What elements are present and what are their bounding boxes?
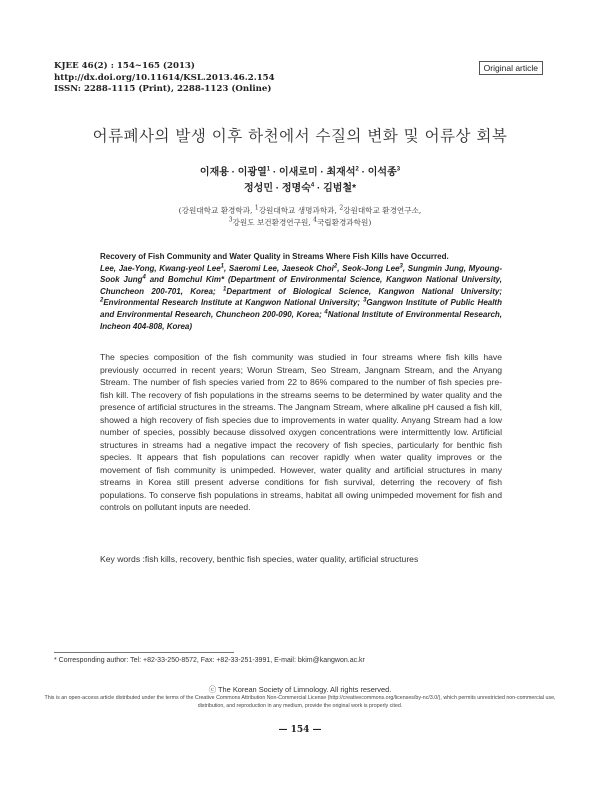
english-sup: 2 xyxy=(333,262,338,269)
english-affil-text: National Institute of Environmental Research, Incheon 404-808, Korea) xyxy=(100,309,502,331)
english-affil-text: Department of Biological Science, Kangwon National University; xyxy=(226,286,502,296)
affil-sup: 1 xyxy=(254,204,259,212)
author-text: 정성민 · 정명숙 xyxy=(244,183,311,194)
english-sup: 1 xyxy=(222,286,227,293)
issn-line: ISSN: 2288-1115 (Print), 2288-1123 (Online) xyxy=(54,84,272,94)
affil-text: (강원대학교 환경학과, xyxy=(178,206,255,215)
affil-sup: 3 xyxy=(228,216,233,224)
abstract-text: The species composition of the fish community was studied in four streams where fish kills have previously occurred in recent years; Worun Stream, Seo Stream, Jangnam Stream, and the Anyang Stream. The number of fish species varied from 22 to 86% compared to the number of fish species pre-fish kill. The recovery of fish populations in the streams seems to be determined by water quality and the presence of artificial structures in the streams. The Jangnam Stream, where alkaline pH caused a fish kill, showed a high recovery of fish species due to improvements in water quality. Anyang Stream had a low number of species, possibly because dissolved oxygen concentrations were intermittently low. Artificial structures in streams had a negative impact the recovery of fish species, particularly for benthic fish species. It appears that fish populations can recover rapidly when water quality improves or the movement of fish community is unimpeded. However, water quality and artificial structures in many streams in Korea still present adverse conditions for fish survival, deterring the recovery of fish populations. To conserve fish populations in streams, habitat all owing unimpeded movement for fish and controls on pollutant inputs are needed. xyxy=(100,352,502,512)
author-sup: 2 xyxy=(355,166,359,173)
english-authors-text: , Seok-Jong Lee xyxy=(337,263,400,273)
affil-text: 강원대학교 생명과학과, xyxy=(258,206,340,215)
article-type-badge: Original article xyxy=(479,61,543,75)
affil-sup: 2 xyxy=(339,204,344,212)
english-title: Recovery of Fish Community and Water Quality in Streams Where Fish Kills have Occurred. xyxy=(100,252,449,261)
english-sup: 3 xyxy=(363,297,367,304)
author-text: · 김범철* xyxy=(314,183,356,194)
affil-sup: 4 xyxy=(313,216,317,224)
affil-line-2 xyxy=(0,217,600,229)
footnote-divider xyxy=(54,652,234,653)
keywords xyxy=(100,553,502,566)
copyright-notice: ⓒ The Korean Society of Limnology. All rights reserved. xyxy=(208,685,392,694)
affil-text: 강원대학교 환경연구소, xyxy=(343,206,422,215)
english-sup: 4 xyxy=(324,309,328,316)
affil-text: 국립환경과학원) xyxy=(316,218,372,227)
author-sup: 4 xyxy=(310,182,315,189)
page-number: — 154 — xyxy=(278,725,322,735)
korean-affiliations xyxy=(0,205,600,229)
author-sup: 3 xyxy=(396,166,401,173)
doi-link[interactable]: http://dx.doi.org/10.11614/KSL.2013.46.2.154 xyxy=(54,72,275,83)
english-affil-text: Gangwon Institute of Public Health and Environmental Research, Chuncheon 200-090, Korea; xyxy=(100,298,502,319)
english-sup: 1 xyxy=(220,262,225,269)
korean-authors-line-2 xyxy=(0,181,600,197)
journal-citation: KJEE 46(2) : 154~165 (2013) xyxy=(54,61,195,71)
keywords-label: Key words : xyxy=(100,554,145,564)
english-sup: 2 xyxy=(100,297,104,304)
author-text: 이재용 · 이광열 xyxy=(199,167,267,178)
affil-text: 강원도 보건환경연구원, xyxy=(232,218,314,227)
english-authors-text: Lee, Jae-Yong, Kwang-yeol Lee xyxy=(100,263,221,273)
english-title-authors xyxy=(100,251,502,332)
corresponding-author-footnote: * Corresponding author: Tel: +82-33-250-8572, Fax: +82-33-251-3991, E-mail: bkim@kangwon.ac.kr xyxy=(54,657,365,664)
author-text: · 이석종 xyxy=(358,167,397,178)
author-text: · 이새로미 · 최재석 xyxy=(270,167,356,178)
author-sup: 1 xyxy=(266,166,271,173)
keywords-text: fish kills, recovery, benthic fish species, water quality, artificial structures xyxy=(144,554,419,564)
english-affil-text: Environmental Research Institute at Kangwon National University; xyxy=(103,298,364,308)
english-sup: 3 xyxy=(399,262,403,269)
korean-authors xyxy=(0,165,600,197)
english-authors-text: , Saeromi Lee, Jaeseok Choi xyxy=(224,263,334,273)
english-authors-text: , Sungmin Jung, Myoung-Sook Jung xyxy=(100,263,503,285)
journal-header xyxy=(54,61,275,96)
license-notice: This is an open-access article distributed under the terms of the Creative Commons Attribution Non-Commercial License (http://creativecommons.org/licenses/by-nc/3.0/), which permits unrestricted non-commercial use, distribution, and reproduction in any medium, provide the original work is properly cited. xyxy=(44,695,556,709)
korean-title: 어류폐사의 발생 이후 하천에서 수질의 변화 및 어류상 회복 xyxy=(92,127,508,145)
english-authors-text: and Bomchul Kim* (Department of Environmental Science, Kangwon National University, Chuncheon 200-701, Korea; xyxy=(100,275,503,296)
korean-authors-line-1 xyxy=(0,165,600,181)
english-sup: 4 xyxy=(142,274,146,281)
affil-line-1 xyxy=(0,205,600,217)
